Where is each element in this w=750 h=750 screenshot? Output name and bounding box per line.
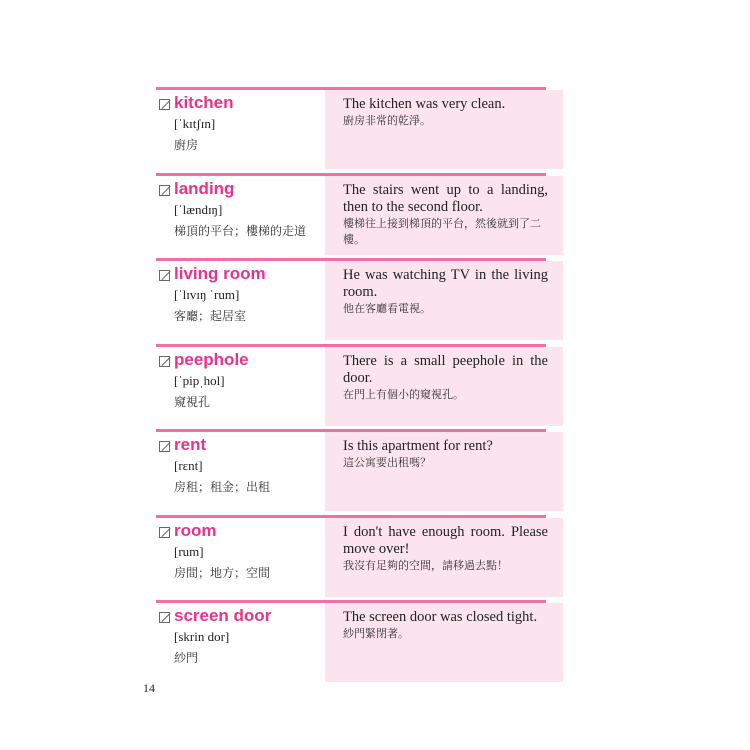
example-english: I don't have enough room. Please move over! [343,523,548,557]
checkbox-icon[interactable] [159,441,170,452]
phonetic-transcription: [rum] [174,543,204,559]
vocab-word: room [174,520,217,540]
vocabulary-list [156,87,563,686]
chinese-meaning: 紗門 [174,651,199,665]
phonetic-transcription: [skrin dor] [174,629,230,644]
checkbox-icon[interactable] [159,270,170,281]
vocab-word: screen door [174,606,272,625]
checkbox-icon[interactable] [159,356,170,367]
chinese-meaning: 客廳；起居室 [174,309,247,323]
example-english: The screen door was closed tight. [343,609,538,625]
example-english: The kitchen was very clean. [343,96,506,112]
example-sentence [343,267,548,317]
example-chinese: 這公寓要出租嗎？ [343,456,431,469]
example-english: The stairs went up to a landing, then to the second floor. [343,181,548,215]
example-chinese: 廚房非常的乾淨。 [343,114,431,127]
checkbox-icon[interactable] [159,185,170,196]
vocab-word: living room [174,264,266,283]
example-chinese: 樓梯往上接到梯頂的平台，然後就到了二樓。 [343,216,541,246]
example-chinese: 紗門緊閉著。 [343,627,409,640]
page-number: 14 [143,681,155,695]
vocab-entry-room [156,515,563,597]
example-sentence [343,96,548,129]
vocab-word: landing [174,178,235,198]
chinese-meaning: 房間；地方；空間 [174,565,271,580]
example-chinese: 我沒有足夠的空間，請移過去點！ [343,558,508,572]
checkbox-icon[interactable] [159,612,170,623]
phonetic-transcription: [ˈpipˌhol] [174,372,225,388]
checkbox-icon[interactable] [159,527,170,538]
example-chinese: 在門上有個小的窺視孔。 [343,387,464,401]
example-sentence [343,609,548,642]
example-sentence [343,438,548,471]
vocab-entry-screen-door [156,600,563,682]
example-english: Is this apartment for rent? [343,438,493,454]
vocab-entry-peephole [156,344,563,426]
example-sentence [343,353,548,403]
example-english: He was watching TV in the living room. [343,267,548,300]
example-chinese: 他在客廳看電視。 [343,302,431,315]
chinese-meaning: 窺視孔 [174,394,211,409]
checkbox-icon[interactable] [159,99,170,110]
vocab-word: rent [174,435,207,454]
chinese-meaning: 廚房 [174,138,199,152]
example-english: There is a small peephole in the door. [343,352,548,386]
vocab-entry-kitchen [156,87,563,169]
vocab-entry-rent [156,429,563,511]
vocab-entry-landing [156,173,563,255]
example-sentence [343,182,548,248]
example-sentence [343,524,548,574]
vocab-word: kitchen [174,93,234,112]
vocab-entry-living-room [156,258,563,340]
vocab-word: peephole [174,349,249,369]
phonetic-transcription: [rɛnt] [174,458,203,473]
chinese-meaning: 梯頂的平台；樓梯的走道 [174,223,307,238]
phonetic-transcription: [ˈlændɪŋ] [174,201,223,217]
chinese-meaning: 房租；租金；出租 [174,480,271,494]
phonetic-transcription: [ˈlɪvɪŋ ˈrum] [174,287,240,302]
phonetic-transcription: [ˈkɪtʃɪn] [174,116,216,131]
